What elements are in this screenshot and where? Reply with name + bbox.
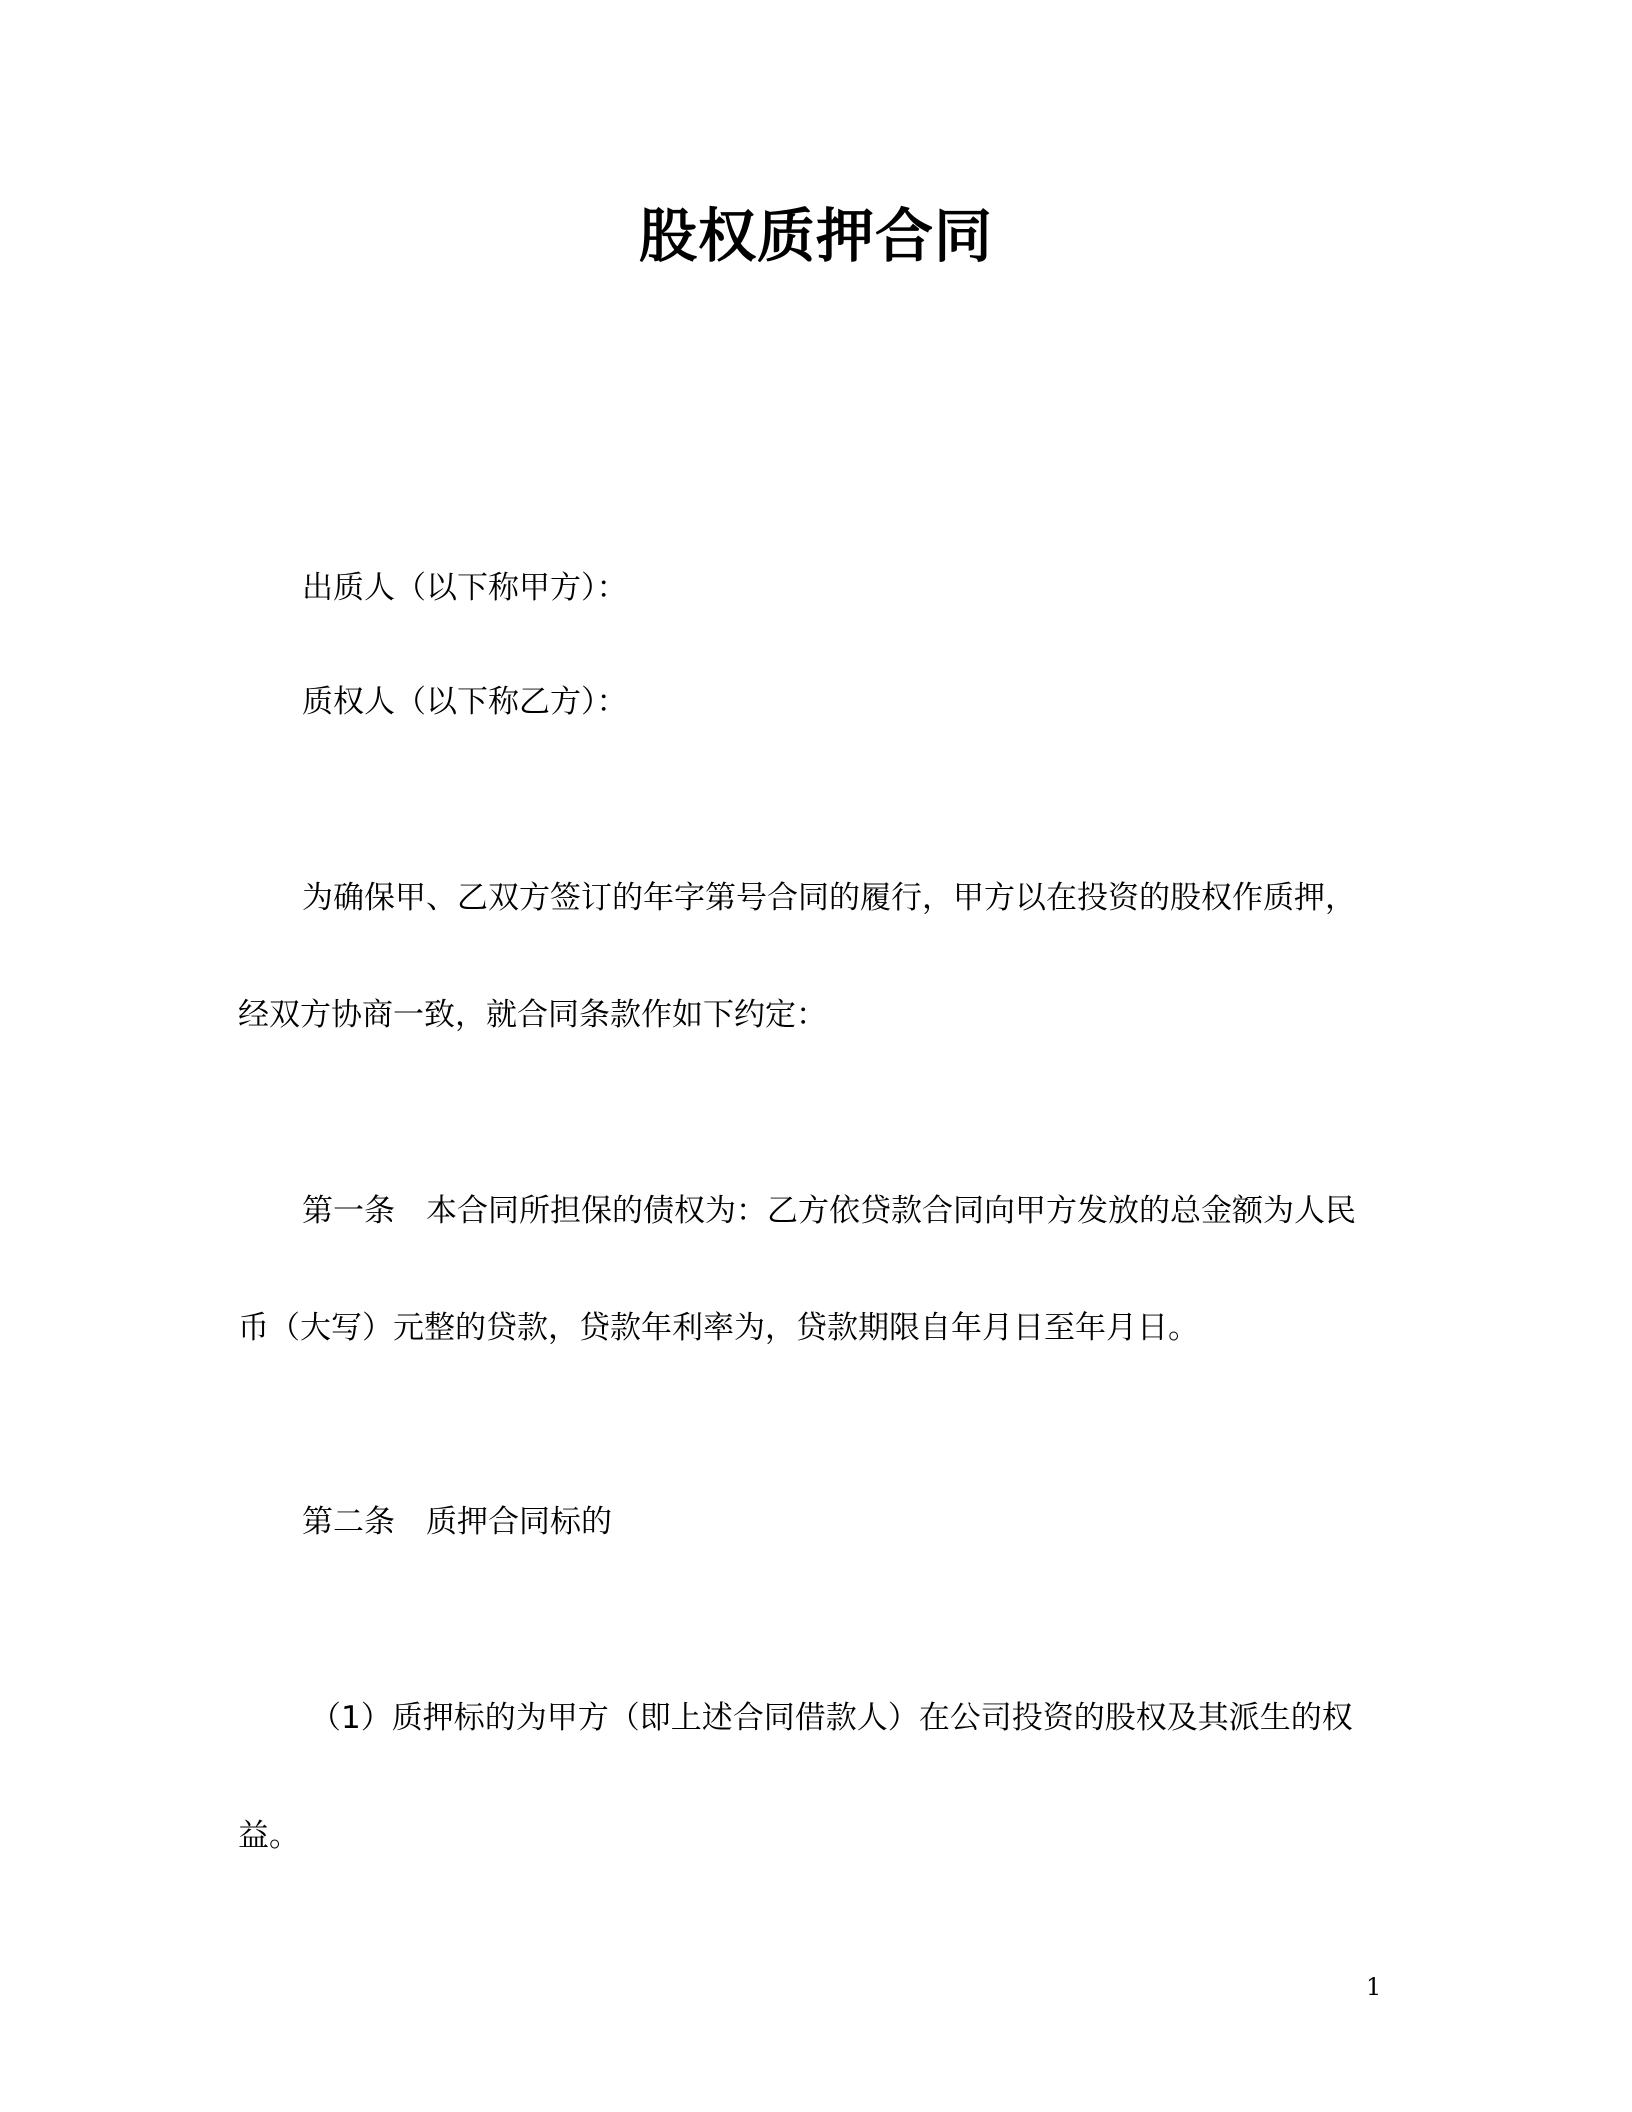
page-number: 1 bbox=[1366, 1973, 1382, 2001]
preamble-line-2: 经双方协商一致，就合同条款作如下约定： bbox=[238, 997, 827, 1033]
article2-heading: 第二条 质押合同标的 bbox=[302, 1504, 612, 1540]
article1-line-2: 币（大写）元整的贷款，贷款年利率为，贷款期限自年月日至年月日。 bbox=[238, 1310, 1199, 1346]
party-a-line: 出质人（以下称甲方）： bbox=[302, 570, 628, 606]
clause1-line-2: 益。 bbox=[238, 1818, 300, 1854]
article1-line-1: 第一条 本合同所担保的债权为：乙方依贷款合同向甲方发放的总金额为人民 bbox=[302, 1193, 1356, 1229]
party-b-line: 质权人（以下称乙方）： bbox=[302, 684, 628, 720]
preamble-line-1: 为确保甲、乙双方签订的年字第号合同的履行，甲方以在投资的股权作质押， bbox=[302, 880, 1356, 916]
document-title: 股权质押合同 bbox=[638, 202, 993, 270]
clause1-line-1: （1）质押标的为甲方（即上述合同借款人）在公司投资的股权及其派生的权 bbox=[310, 1700, 1353, 1736]
